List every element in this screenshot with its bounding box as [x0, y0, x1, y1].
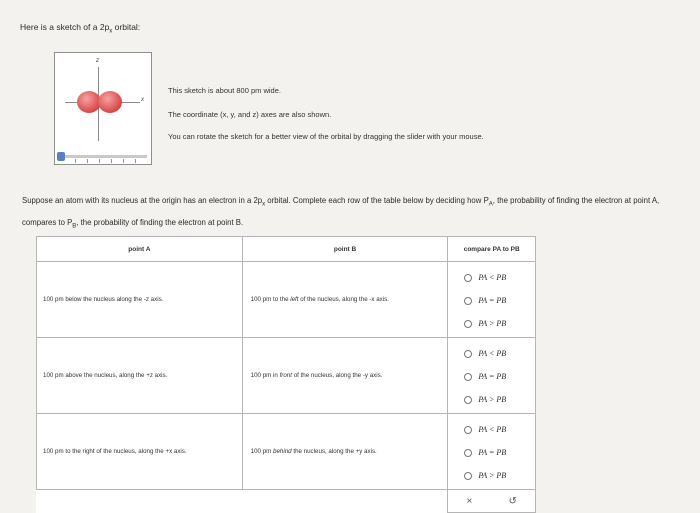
z-axis-label: z	[96, 58, 99, 64]
comparison-table	[36, 236, 536, 513]
radio-button[interactable]	[464, 320, 472, 328]
x-axis-label: x	[141, 97, 144, 103]
slider-track[interactable]	[63, 155, 147, 158]
slider-tick	[87, 159, 88, 163]
radio-button[interactable]	[464, 449, 472, 457]
table-row	[37, 338, 536, 414]
slider-tick	[75, 159, 76, 163]
rotate-instructions: You can rotate the sketch for a better view of the orbital by dragging the slider with your mouse.	[168, 132, 484, 141]
table-row	[37, 262, 536, 338]
row2-point-b: 100 pm in front of the nucleus, along the -y axis.	[242, 338, 448, 414]
undo-icon[interactable]: ↺	[508, 495, 517, 507]
orbital-sketch[interactable]	[54, 52, 152, 152]
row3-option-greater[interactable]: PA > PB	[464, 464, 535, 487]
header-point-b: point B	[242, 237, 448, 262]
row3-option-less[interactable]: PA < PB	[464, 418, 535, 441]
row1-point-a: 100 pm below the nucleus along the -z axis.	[37, 262, 243, 338]
slider-tick	[123, 159, 124, 163]
orbital-lobe-right	[98, 91, 122, 113]
clear-icon[interactable]: ×	[466, 495, 473, 507]
slider-tick	[111, 159, 112, 163]
row3-point-b: 100 pm behind the nucleus, along the +y axis.	[242, 414, 448, 490]
row2-option-equal[interactable]: PA = PB	[464, 365, 535, 388]
radio-button[interactable]	[464, 426, 472, 434]
radio-button[interactable]	[464, 396, 472, 404]
sketch-width-text: This sketch is about 800 pm wide.	[168, 86, 281, 95]
row1-option-equal[interactable]: PA = PB	[464, 289, 535, 312]
header-compare: compare PA to PB	[448, 237, 536, 262]
header-point-a: point A	[37, 237, 243, 262]
row1-option-less[interactable]: PA < PB	[464, 266, 535, 289]
question-text: Suppose an atom with its nucleus at the origin has an electron in a $2p_x$ orbital. Complete each row of the table below by deciding how $P_A$, the probability of finding the electron at point A, compares to $P_B$, the probability of finding the electron at point B.	[22, 196, 660, 230]
axes-text: The coordinate (x, y, and z) axes are also shown.	[168, 110, 332, 119]
slider-tick	[99, 159, 100, 163]
row1-option-greater[interactable]: PA > PB	[464, 312, 535, 335]
intro-text: Here is a sketch of a $2p_x$ orbital:	[20, 22, 141, 35]
row1-point-b: 100 pm to the left of the nucleus, along the -x axis.	[242, 262, 448, 338]
radio-button[interactable]	[464, 350, 472, 358]
radio-button[interactable]	[464, 274, 472, 282]
radio-button[interactable]	[464, 297, 472, 305]
row3-point-a: 100 pm to the right of the nucleus, along the +x axis.	[37, 414, 243, 490]
table-row	[37, 414, 536, 490]
rotation-slider[interactable]	[54, 150, 152, 165]
row3-option-equal[interactable]: PA = PB	[464, 441, 535, 464]
row2-option-less[interactable]: PA < PB	[464, 342, 535, 365]
slider-handle[interactable]	[57, 152, 65, 161]
radio-button[interactable]	[464, 472, 472, 480]
row2-point-a: 100 pm above the nucleus, along the +z axis.	[37, 338, 243, 414]
slider-tick	[135, 159, 136, 163]
radio-button[interactable]	[464, 373, 472, 381]
row2-option-greater[interactable]: PA > PB	[464, 388, 535, 411]
